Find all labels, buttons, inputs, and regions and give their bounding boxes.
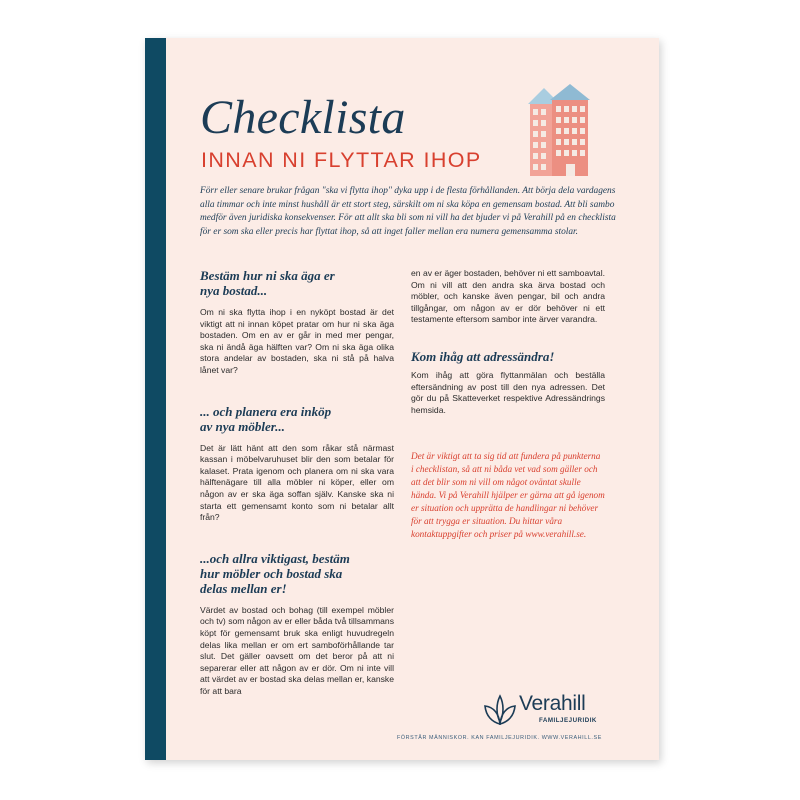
section-heading-address: Kom ihåg att adressändra! (411, 348, 555, 364)
heading-line: ...och allra viktigast, bestäm (200, 550, 350, 566)
heading-line: nya bostad... (200, 283, 268, 298)
section-body-furniture: Det är lätt hänt att den som råkar stå närmast kassan i möbelvaruhuset blir den som betalar för kalaset. Prata igenom och planera om ni ska vara hälftenägare till alla möbler ni köper, eller om någon av er ska äga soffan själv. Kanske ska ni starta ett gemensamt konto som ni betalar allt från? (200, 442, 394, 523)
section-heading-furniture (200, 404, 394, 434)
section-heading-ownership (200, 268, 394, 298)
intro-paragraph: Förr eller senare brukar frågan "ska vi flytta ihop" dyka upp i de flesta förhållanden. Att börja dela vardagens alla timmar och inte minst hushåll är ett stort steg, särskilt om ni ska köpa en gemensam bostad. Att bli sambo medför även juridiska konsekvenser. För att allt ska bli som ni vill ha det bjuder vi på Verahill på en checklista för er som ska eller precis har flyttat ihop, så att inget faller mellan era numera gemensamma stolar. (200, 186, 616, 237)
logo-wordmark: Verahill (519, 692, 586, 715)
heading-line: av nya möbler... (200, 418, 285, 434)
logo-tagline: FAMILJEJURIDIK (539, 717, 597, 724)
section-heading-division (200, 551, 394, 596)
left-column (200, 268, 394, 697)
footer-slogan: FÖRSTÅR MÄNNISKOR. KAN FAMILJEJURIDIK. WWW.VERAHILL.SE (397, 735, 602, 741)
section-body-division: Värdet av bostad och bohag (till exempel möbler och tv) som någon av er eller båda två tillsammans köpt för gemensamt bruk ska enligt huvudregeln delas lika mellan er om ert samboförhållande tar slut. Det gäller oavsett om det beror på att ni separerar eller att någon av er dör. Om ni inte vill att värdet av er bostad ska delas mellan er, kanske för att bara (200, 604, 394, 696)
checklist-document (145, 38, 659, 760)
document-subtitle: INNAN NI FLYTTAR IHOP (201, 148, 482, 172)
heading-line: ... och planera era inköp (200, 403, 332, 419)
document-title: Checklista (200, 91, 406, 144)
heading-line: hur möbler och bostad ska (200, 565, 343, 581)
right-column (411, 268, 605, 541)
building-icon (528, 84, 596, 176)
document-spine (145, 38, 166, 760)
verahill-logo (482, 692, 597, 730)
continued-text: en av er äger bostaden, behöver ni ett samboavtal. Om ni vill att den andra ska ärva bostad och möbler, och kanske även pengar, bil och andra tillgångar, om någon av er dör behöver ni ett testamente eftersom sambor inte ärver varandra. (411, 268, 605, 325)
section-body-address: Kom ihåg att göra flyttanmälan och beställa eftersändning av post till den nya adressen. Det gör du på Skatteverket respektive Adressändrings hemsida. (411, 369, 605, 415)
heading-line: Bestäm hur ni ska äga er (200, 268, 335, 283)
section-body-ownership: Om ni ska flytta ihop i en nyköpt bostad är det viktigt att ni innan köpet pratar om hur ni ska äga bostaden. Om en av er går in med mer pengar, ska ni ändå äga hälften var? Om ni ska äga olika stora andelar av bostaden, ska ni stå på halva lånet var? (200, 307, 394, 375)
closing-note: Det är viktigt att ta sig tid att fundera på punkterna i checklistan, så att ni båda vet vad som gäller och att det blir som ni vill om något oväntat skulle hända. Vi på Verahill hjälper er gärna att gå igenom er situation och upprätta de handlingar ni behöver för att trygga er situation. Du hittar våra kontaktuppgifter och priser på www.verahill.se. (411, 451, 605, 540)
heading-line: delas mellan er! (200, 580, 287, 596)
leaf-logo-icon (482, 692, 518, 728)
